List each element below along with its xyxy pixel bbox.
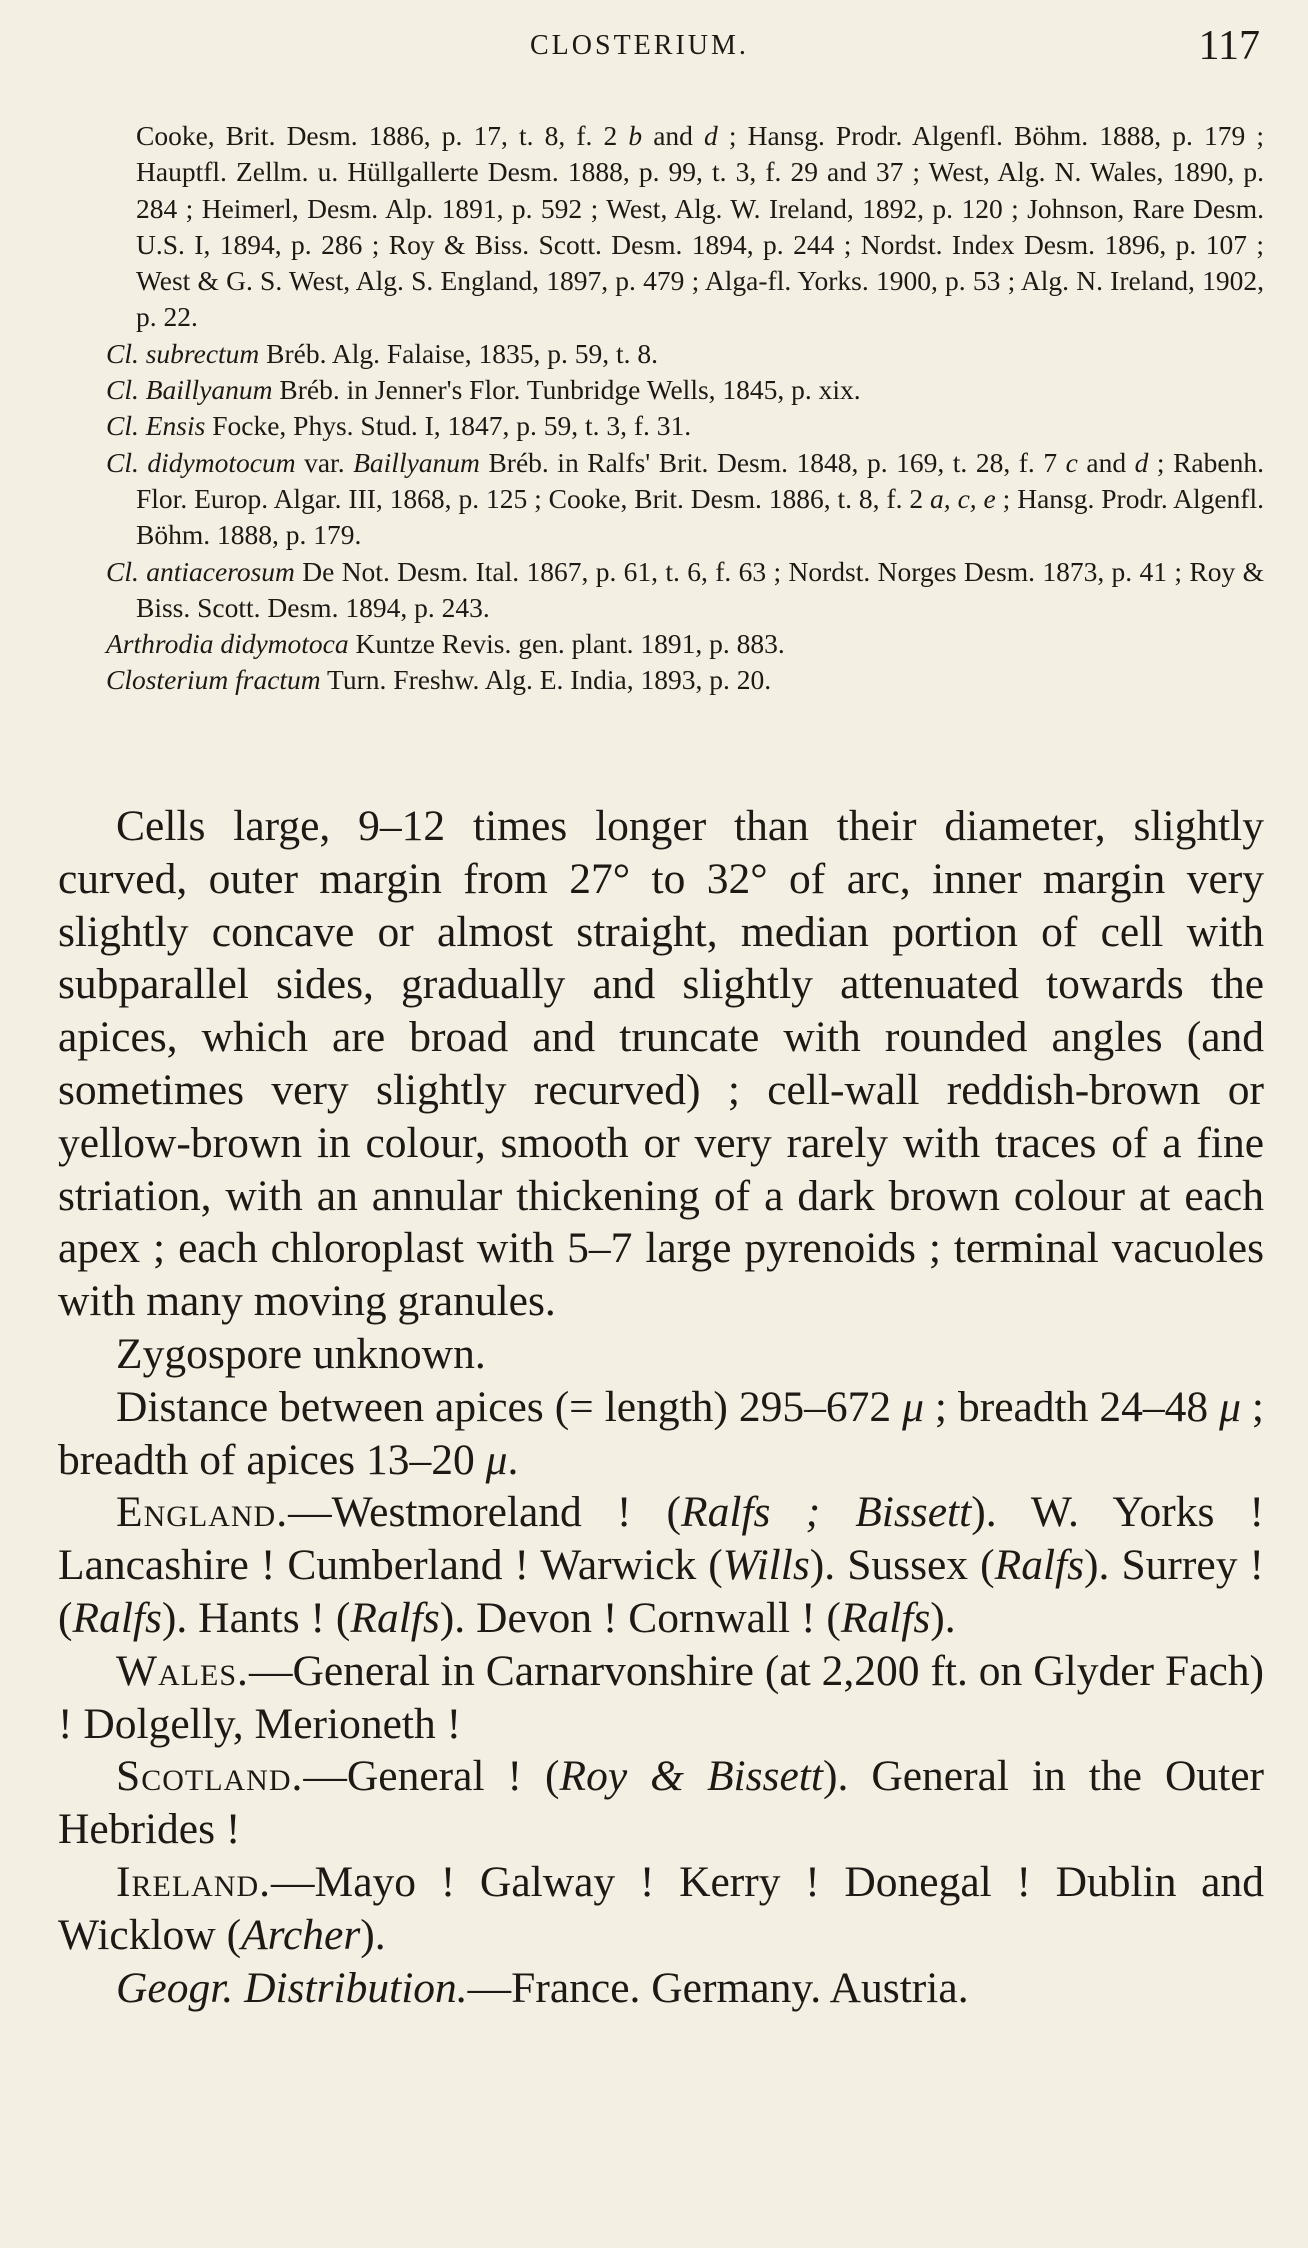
taxon-name: Cl. antiacerosum <box>106 555 295 587</box>
page-number: 117 <box>1198 23 1260 69</box>
distribution-england: England.—Westmoreland ! (Ralfs ; Bissett). W. Yorks ! Lancashire ! Cumberland ! Warwick (Wills). Sussex (Ralfs). Surrey ! (Ralfs). Hants ! (Ralfs). Devon ! Cornwall ! (Ralfs). <box>58 1488 1264 1642</box>
region-label: Geogr. Distribution. <box>116 1963 468 2012</box>
synonymy-entry: Cl. Ensis Focke, Phys. Stud. I, 1847, p. 59, t. 3, f. 31. <box>106 410 692 442</box>
cell-description: Cells large, 9–12 times longer than their diameter, slightly curved, outer margin from 27° to 32° of arc, inner margin very slightly concave or almost straight, median portion of cell with subparallel sides, gradually and slightly attenuated towards the apices, which are broad and truncate with rounded angles (and sometimes very slightly recurved) ; cell-wall reddish-brown or yellow-brown in colour, smooth or very rarely with traces of a fine striation, with an annular thickening of a dark brown colour at each apex ; each chloroplast with 5–7 large pyrenoids ; terminal vacuoles with many moving granules. <box>58 802 1264 1326</box>
taxon-name: Closterium fractum <box>106 664 321 696</box>
region-label: Scotland. <box>116 1752 304 1801</box>
synonymy-entry: Cl. antiacerosum De Not. Desm. Ital. 1867, p. 61, t. 6, f. 63 ; Nordst. Norges Desm. 1873, p. 41 ; Roy & Biss. Scott. Desm. 1894, p. 243. <box>106 555 1264 623</box>
region-label: Wales. <box>116 1646 249 1695</box>
distribution-ireland: Ireland.—Mayo ! Galway ! Kerry ! Donegal ! Dublin and Wicklow (Archer). <box>58 1857 1264 1959</box>
synonymy-entry: Cl. subrectum Bréb. Alg. Falaise, 1835, p. 59, t. 8. <box>106 337 659 369</box>
species-description <box>58 800 1264 2014</box>
taxon-name: Cl. Baillyanum <box>106 374 273 406</box>
taxon-name: Cl. didymotocum <box>106 446 296 478</box>
zygospore-note: Zygospore unknown. <box>116 1329 486 1378</box>
taxon-name: Cl. subrectum <box>106 337 260 369</box>
synonymy-entry: Cooke, Brit. Desm. 1886, p. 17, t. 8, f. 2 b and d ; Hansg. Prodr. Algenfl. Böhm. 1888, p. 179 ; Hauptfl. Zellm. u. Hüllgallerte Desm. 1888, p. 99, t. 3, f. 29 and 37 ; West, Alg. N. Wales, 1890, p. 284 ; Heimerl, Desm. Alp. 1891, p. 592 ; West, Alg. W. Ireland, 1892, p. 120 ; Johnson, Rare Desm. U.S. I, 1894, p. 286 ; Roy & Biss. Scott. Desm. 1894, p. 244 ; Nordst. Index Desm. 1896, p. 107 ; West & G. S. West, Alg. S. England, 1897, p. 479 ; Alga-fl. Yorks. 1900, p. 53 ; Alg. N. Ireland, 1902, p. 22. <box>136 120 1264 333</box>
distribution-wales: Wales.—General in Carnarvonshire (at 2,200 ft. on Glyder Fach) ! Dolgelly, Merioneth ! <box>58 1646 1264 1748</box>
synonymy-entry: Cl. Baillyanum Bréb. in Jenner's Flor. Tunbridge Wells, 1845, p. xix. <box>106 374 861 406</box>
running-head <box>0 22 1308 72</box>
running-title: CLOSTERIUM. <box>530 30 749 61</box>
synonymy-entry: Arthrodia didymotoca Kuntze Revis. gen. plant. 1891, p. 883. <box>106 628 785 660</box>
dimensions: Distance between apices (= length) 295–672 μ ; breadth 24–48 μ ; breadth of apices 13–20 μ. <box>58 1382 1264 1484</box>
synonymy-block <box>106 118 1264 699</box>
synonymy-entry: Closterium fractum Turn. Freshw. Alg. E. India, 1893, p. 20. <box>106 664 772 696</box>
synonymy-entry: Cl. didymotocum var. Baillyanum Bréb. in Ralfs' Brit. Desm. 1848, p. 169, t. 28, f. 7 c and d ; Rabenh. Flor. Europ. Algar. III, 1868, p. 125 ; Cooke, Brit. Desm. 1886, t. 8, f. 2 a, c, e ; Hansg. Prodr. Algenfl. Böhm. 1888, p. 179. <box>106 446 1264 551</box>
distribution-scotland: Scotland.—General ! (Roy & Bissett). General in the Outer Hebrides ! <box>58 1752 1264 1854</box>
region-label: England. <box>116 1488 289 1537</box>
taxon-name: Arthrodia didymotoca <box>106 628 349 660</box>
geographic-distribution: Geogr. Distribution.—France. Germany. Austria. <box>116 1963 969 2012</box>
region-label: Ireland. <box>116 1857 272 1906</box>
taxon-name: Cl. Ensis <box>106 410 206 442</box>
